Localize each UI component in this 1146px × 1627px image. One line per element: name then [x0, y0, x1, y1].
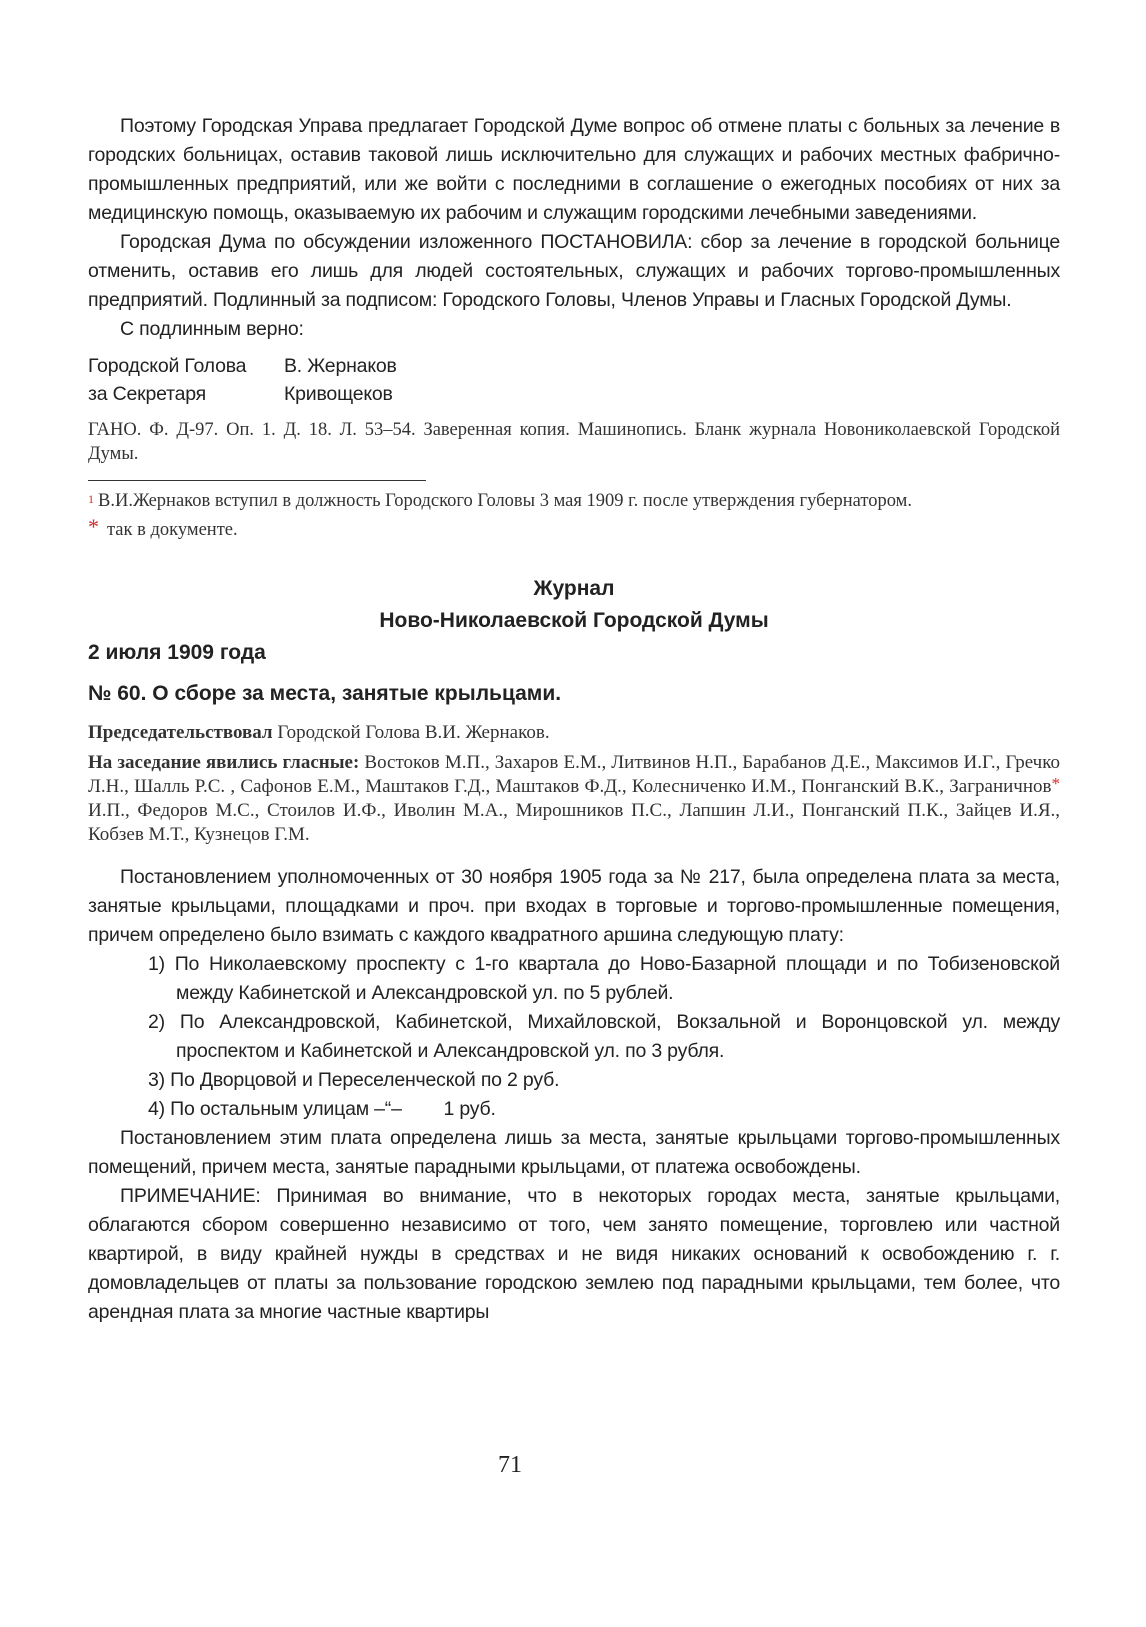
item-title: № 60. О сборе за места, занятые крыльцами. [88, 682, 562, 705]
footnote-1-mark: 1 [88, 492, 94, 506]
attendees-list-part1: Востоков М.П., Захаров Е.М., Литвинов Н.П., Барабанов Д.Е., Максимов И.Г., Гречко Л.Н., Шалль Р.С. , Сафонов Е.М., Маштаков Г.Д., Маштаков Ф.Д., Колесниченко И.М., Понганский В.К., Заграничнов [88, 752, 1060, 797]
intro-paragraph-2: Городская Дума по обсуждении изложенного ПОСТАНОВИЛА: сбор за лечение в городской больнице отменить, оставив его лишь для людей состоятельных, служащих и рабочих торгово-промышленных предприятий. Подлинный за подписом: Городского Головы, Членов Управы и Гласных Городской Думы. [88, 231, 1060, 311]
archive-note: ГАНО. Ф. Д-97. Оп. 1. Д. 18. Л. 53–54. Заверенная копия. Машинопись. Бланк журнала Новониколаевской Городской Думы. [88, 420, 1060, 464]
journal-subtitle: Ново-Николаевской Городской Думы [379, 609, 769, 632]
body-paragraph-3: ПРИМЕЧАНИЕ: Принимая во внимание, что в некоторых городах места, занятые крыльцами, облагаются сбором совершенно независимо от того, чем занято помещение, торговлею или частной квартирой, в виду крайней нужды в средствах и не видя никаких оснований к освобождению г. г. домовладельцев от платы за пользование городскою землею под парадными крыльцами, тем более, что арендная плата за многие частные квартиры [88, 1185, 1060, 1323]
footnote-2 [88, 514, 1060, 543]
list-item: 2) По Александровской, Кабинетской, Михайловской, Вокзальной и Воронцовской ул. между проспектом и Кабинетской и Александровской ул. по 3 рубля. [148, 1011, 1060, 1062]
footnote-2-mark: * [88, 514, 99, 539]
attendees-list-part2: И.П., Федоров М.С., Стоилов И.Ф., Иволин М.А., Мирошников П.С., Лапшин Л.И., Понганский П.К., Зайцев И.Я., Кобзев М.Т., Кузнецов Г.М. [88, 800, 1060, 845]
page-number: 71 [498, 1452, 522, 1478]
signature-name: В. Жернаков [284, 355, 397, 377]
signature-role: за Секретаря [88, 383, 207, 405]
attendees-star: * [1051, 774, 1060, 793]
journal-title: Журнал [533, 577, 615, 600]
footnote-1-text: В.И.Жернаков вступил в должность Городского Головы 3 мая 1909 г. после утверждения губернатором. [98, 491, 912, 511]
footnote-divider [88, 480, 426, 481]
journal-header [88, 573, 1060, 709]
body-section [88, 863, 1060, 1327]
attendees-paragraph [88, 751, 1060, 847]
journal-date: 2 июля 1909 года [88, 641, 266, 664]
list-item: 1) По Николаевскому проспекту с 1-го квартала до Ново-Базарной площади и по Тобизеновской между Кабинетской и Александровской ул. по 5 рублей. [148, 953, 1060, 1004]
chair-line [88, 721, 1060, 745]
signature-role: Городской Голова [88, 355, 247, 377]
footnote-1 [88, 489, 1060, 514]
intro-section [88, 112, 1060, 408]
signature-name: Кривощеков [284, 383, 393, 405]
certified-line: С подлинным верно: [120, 318, 304, 340]
body-paragraph-1: Постановлением уполномоченных от 30 ноября 1905 года за № 217, была определена плата за места, занятые крыльцами, площадками и проч. при входах в торговые и торгово-промышленные помещения, причем определено было взимать с каждого квадратного аршина следующую плату: [88, 866, 1060, 946]
signature-block [88, 352, 508, 408]
chair-label: Председательствовал [88, 722, 273, 743]
list-item: 4) По остальным улицам –“– 1 руб. [148, 1098, 496, 1120]
attendees-label: На заседание явились гласные: [88, 752, 360, 773]
footnote-2-text: так в документе. [107, 520, 238, 540]
intro-paragraph-1: Поэтому Городская Управа предлагает Городской Думе вопрос об отмене платы с больных за лечение в городских больницах, оставив таковой лишь исключительно для служащих и рабочих местных фабрично-промышленных предприятий, или же войти с последними в соглашение о ежегодных пособиях от них за медицинскую помощь, оказываемую их рабочим и служащим городскими лечебными заведениями. [88, 115, 1060, 224]
list-item: 3) По Дворцовой и Переселенческой по 2 руб. [148, 1069, 560, 1091]
document-page [88, 112, 1060, 1327]
body-paragraph-2: Постановлением этим плата определена лишь за места, занятые крыльцами торгово-промышленных помещений, причем места, занятые парадными крыльцами, от платежа освобождены. [88, 1127, 1060, 1178]
chair-text: Городской Голова В.И. Жернаков. [272, 722, 550, 743]
